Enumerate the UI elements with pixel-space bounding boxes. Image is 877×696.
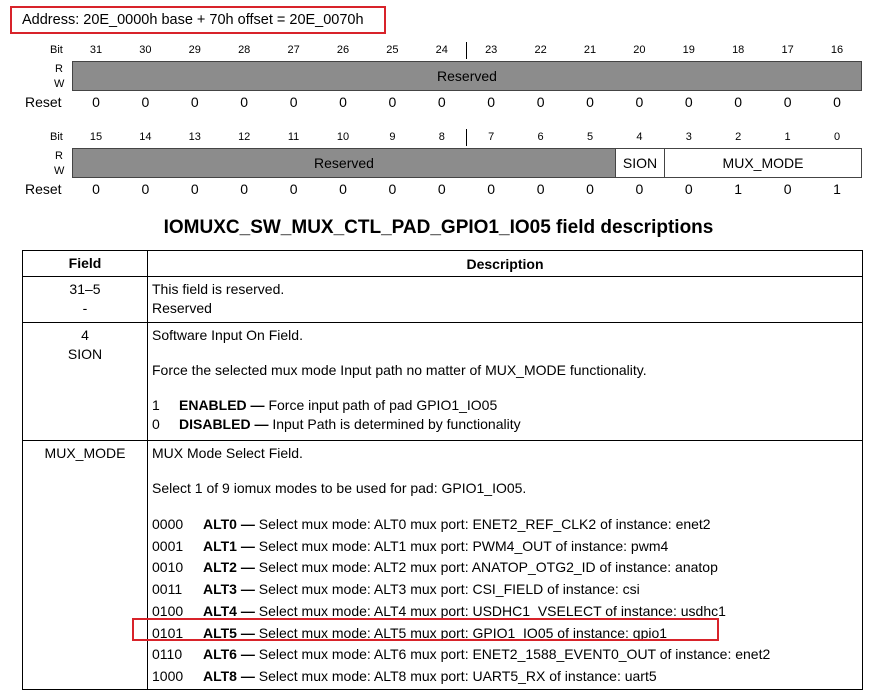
bit-number: 16	[830, 44, 844, 56]
reset-value: 0	[487, 94, 496, 110]
enum-description	[179, 396, 497, 415]
field-cell	[23, 441, 148, 690]
reset-value: 0	[437, 181, 446, 197]
bit-number: 15	[89, 131, 103, 143]
enum-code: 0001	[152, 537, 184, 554]
reset-value: 0	[190, 181, 199, 197]
bit-number: 19	[682, 44, 695, 56]
reset-value: 0	[190, 94, 199, 110]
desc-line: Force the selected mux mode Input path no matter of MUX_MODE functionality.	[152, 362, 647, 378]
enum-item	[152, 514, 858, 536]
description-cell	[148, 441, 863, 690]
bit-number: 8	[438, 131, 445, 143]
reset-value: 0	[92, 181, 100, 197]
enum-description	[203, 579, 640, 601]
field-name: MUX_MODE	[44, 445, 126, 461]
reset-value: 0	[684, 94, 693, 110]
enum-description	[203, 536, 668, 558]
enum-item	[152, 666, 858, 688]
bit-number: 4	[636, 131, 643, 143]
bit-number: 31	[89, 44, 103, 56]
reset-value: 0	[289, 181, 298, 197]
bit-number: 14	[139, 131, 152, 143]
enum-name: ALT2 —	[203, 559, 255, 576]
field-cell	[23, 277, 148, 323]
reset-value: 0	[388, 181, 397, 197]
enum-code: 0110	[152, 646, 183, 663]
enum-item	[152, 396, 858, 415]
reset-value: 0	[536, 181, 545, 197]
enum-code: 0011	[152, 581, 183, 598]
bit-number: 30	[139, 44, 152, 56]
field-bits: 31–5	[69, 281, 101, 297]
field-reserved-lower: Reserved	[72, 148, 616, 178]
enum-item	[152, 557, 858, 579]
enum-text: Select mux mode: ALT1 mux port: PWM4_OUT of instance: pwm4	[254, 537, 669, 554]
enum-description	[203, 666, 657, 688]
enum-name: ALT1 —	[203, 537, 255, 554]
bit-number: 21	[583, 44, 597, 56]
enum-item	[152, 536, 858, 558]
enum-name: ALT5 —	[203, 624, 255, 641]
reset-value: 1	[833, 181, 841, 197]
reset-value: 0	[783, 94, 792, 110]
reset-value: 0	[635, 181, 644, 197]
r-label-upper: R	[55, 63, 63, 75]
enum-text: Select mux mode: ALT5 mux port: GPIO1_IO05 of instance: gpio1	[254, 624, 668, 641]
enum-item	[152, 644, 858, 666]
bit-number: 17	[781, 44, 794, 56]
reset-value: 0	[536, 94, 545, 110]
reset-value: 0	[783, 181, 792, 197]
header-field: Field	[23, 251, 148, 277]
enum-text: Select mux mode: ALT2 mux port: ANATOP_OTG2_ID of instance: anatop	[254, 559, 718, 576]
reset-value: 0	[339, 181, 347, 197]
reset-label-upper: Reset	[25, 94, 62, 110]
bit-number: 24	[435, 44, 448, 56]
bit-number: 27	[287, 44, 300, 56]
enum-name: ALT6 —	[203, 646, 255, 663]
desc-line: This field is reserved.	[152, 281, 285, 297]
desc-line: MUX Mode Select Field.	[152, 445, 303, 461]
bit-number: 29	[188, 44, 201, 56]
enum-code: 0101	[152, 624, 184, 641]
bit-number: 13	[188, 131, 201, 143]
enum-name: DISABLED —	[179, 416, 269, 432]
sion-enum-list	[152, 396, 858, 434]
reset-value: 0	[339, 94, 347, 110]
reset-value: 0	[635, 94, 644, 110]
enum-item	[152, 579, 858, 601]
enum-item	[152, 415, 858, 434]
field-bits: 4	[81, 327, 89, 343]
enum-code: 1000	[152, 667, 184, 684]
bit-number: 10	[336, 131, 350, 143]
mux-enum-list	[152, 514, 858, 688]
enum-name: ALT3 —	[203, 581, 255, 598]
enum-code: 0010	[152, 559, 184, 576]
reset-value: 0	[734, 94, 743, 110]
reset-value: 0	[833, 94, 841, 110]
enum-name: ALT8 —	[203, 667, 255, 684]
bit-number: 26	[336, 44, 350, 56]
bit-label-lower: Bit	[50, 131, 63, 143]
enum-description	[203, 644, 770, 666]
reset-value: 0	[141, 94, 150, 110]
desc-line: Software Input On Field.	[152, 327, 303, 343]
bit-number: 23	[485, 44, 498, 56]
bit-number: 11	[287, 131, 300, 143]
enum-code: 0	[152, 416, 160, 432]
reset-value: 0	[240, 181, 249, 197]
enum-code: 0100	[152, 602, 184, 619]
reset-label-lower: Reset	[25, 181, 62, 197]
w-label-lower: W	[54, 165, 65, 177]
enum-description	[179, 415, 521, 434]
enum-text: Select mux mode: ALT3 mux port: CSI_FIELD of instance: csi	[254, 581, 640, 598]
table-row	[23, 441, 863, 690]
enum-text: Select mux mode: ALT8 mux port: UART5_RX of instance: uart5	[254, 667, 657, 684]
description-cell	[148, 323, 863, 441]
bit-number: 12	[238, 131, 251, 143]
reset-value: 0	[437, 94, 446, 110]
reset-value: 0	[586, 94, 594, 110]
bit-number: 7	[488, 131, 495, 143]
field-name: SION	[67, 346, 103, 362]
bit-label-upper: Bit	[50, 44, 63, 56]
reset-value: 0	[487, 181, 496, 197]
reset-value: 0	[388, 94, 397, 110]
field-reserved-upper: Reserved	[72, 61, 862, 91]
enum-text: Select mux mode: ALT4 mux port: USDHC1_VSELECT of instance: usdhc1	[254, 602, 726, 619]
half-divider-lower	[466, 129, 467, 146]
reset-value: 0	[141, 181, 150, 197]
enum-name: ENABLED —	[179, 397, 265, 413]
field-sion: SION	[615, 148, 665, 178]
enum-code: 1	[152, 397, 160, 413]
r-label-lower: R	[55, 150, 63, 162]
reset-value: 0	[289, 94, 298, 110]
enum-text: Select mux mode: ALT0 mux port: ENET2_REF_CLK2 of instance: enet2	[254, 516, 711, 532]
bit-number: 6	[537, 131, 544, 143]
desc-line: Select 1 of 9 iomux modes to be used for pad: GPIO1_IO05.	[152, 480, 527, 496]
bit-number: 18	[732, 44, 745, 56]
enum-name: ALT0 —	[203, 516, 255, 532]
reset-value: 0	[240, 94, 249, 110]
field-cell	[23, 323, 148, 441]
bit-number: 5	[586, 131, 594, 143]
bit-number: 28	[238, 44, 251, 56]
table-title: IOMUXC_SW_MUX_CTL_PAD_GPIO1_IO05 field descriptions	[163, 217, 714, 238]
enum-text: Select mux mode: ALT6 mux port: ENET2_1588_EVENT0_OUT of instance: enet2	[254, 646, 771, 663]
bit-number: 20	[633, 44, 646, 56]
w-label-upper: W	[54, 78, 65, 90]
bit-number: 3	[685, 131, 692, 143]
bit-number: 0	[833, 131, 841, 143]
address-box: Address: 20E_0000h base + 70h offset = 20E_0070h	[10, 6, 386, 34]
enum-code: 0000	[152, 516, 184, 532]
reset-value: 0	[586, 181, 594, 197]
desc-line: Reserved	[152, 300, 212, 316]
enum-text: Force input path of pad GPIO1_IO05	[264, 397, 498, 413]
field-mux-mode: MUX_MODE	[664, 148, 862, 178]
bit-number: 1	[784, 131, 791, 143]
table-row	[23, 323, 863, 441]
reset-value: 1	[734, 181, 743, 197]
description-cell	[148, 277, 863, 323]
half-divider-upper	[466, 42, 467, 59]
table-row	[23, 277, 863, 323]
enum-description	[203, 557, 718, 579]
reset-value: 0	[92, 94, 100, 110]
bit-number: 25	[386, 44, 399, 56]
enum-name: ALT4 —	[203, 602, 255, 619]
field-name: -	[82, 300, 88, 316]
enum-text: Input Path is determined by functionality	[268, 416, 521, 432]
header-description: Description	[148, 251, 863, 277]
bit-number: 22	[534, 44, 547, 56]
bit-number: 2	[735, 131, 742, 143]
reset-value: 0	[684, 181, 693, 197]
alt5-highlight-box	[132, 618, 719, 641]
bit-number: 9	[389, 131, 396, 143]
enum-description	[203, 514, 711, 536]
